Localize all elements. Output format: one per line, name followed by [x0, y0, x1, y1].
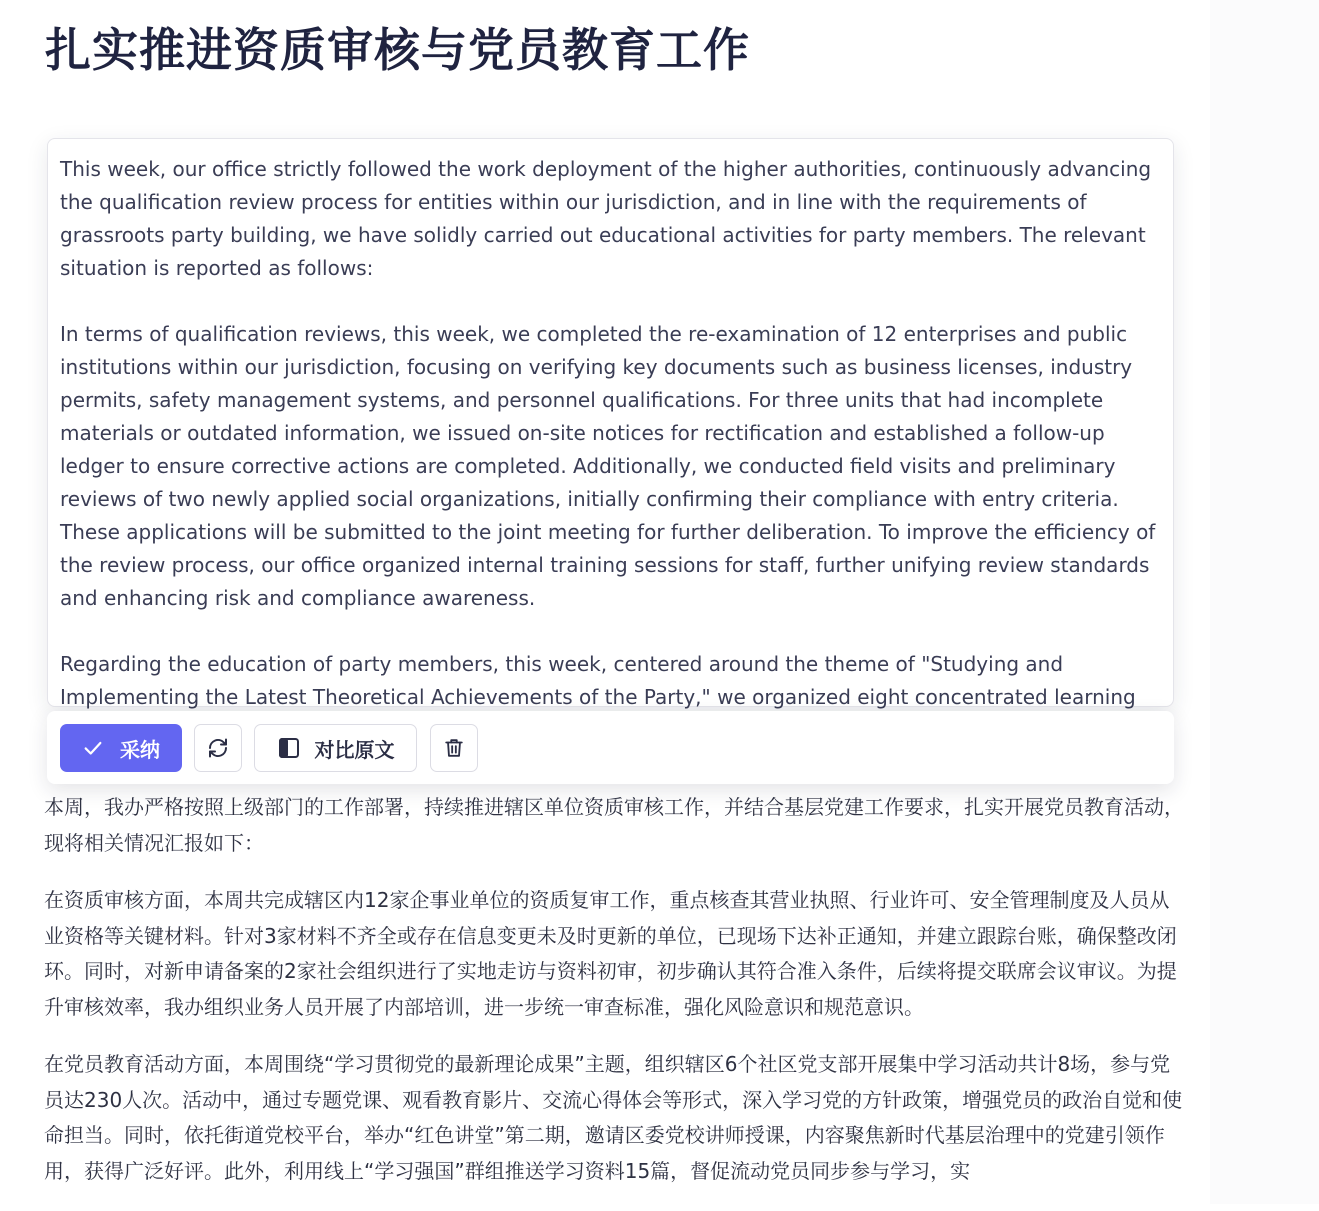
- right-shade: [1210, 0, 1319, 1204]
- refresh-icon: [206, 736, 230, 760]
- rewrite-text[interactable]: [48, 139, 1173, 747]
- original-text: [44, 790, 1184, 1211]
- rewrite-editor[interactable]: [47, 138, 1174, 707]
- original-paragraph: 在资质审核方面，本周共完成辖区内12家企事业单位的资质复审工作，重点核查其营业执照、行业许可、安全管理制度及人员从业资格等关键材料。针对3家材料不齐全或存在信息变更未及时更新的单位，已现场下达补正通知，并建立跟踪台账，确保整改闭环。同时，对新申请备案的2家社会组织进行了实地走访与资料初审，初步确认其符合准入条件，后续将提交联席会议审议。为提升审核效率，我办组织业务人员开展了内部培训，进一步统一审查标准，强化风险意识和规范意识。: [44, 888, 1177, 1019]
- trash-icon: [443, 737, 465, 759]
- rewrite-paragraph: In terms of qualification reviews, this week, we completed the re-examination of 12 enterprises and public institutions within our jurisdiction, focusing on verifying key documents such as business licenses, industry permits, safety management systems, and personnel qualifications. For three units that had incomplete materials or outdated information, we issued on-site notices for rectification and established a follow-up ledger to ensure corrective actions are completed. Additionally, we conducted field visits and preliminary reviews of two newly applied social organizations, initially confirming their compliance with entry criteria. These applications will be submitted to the joint meeting for further deliberation. To improve the efficiency of the review process, our office organized internal training sessions for staff, further unifying review standards and enhancing risk and compliance awareness.: [60, 322, 1156, 610]
- rewrite-paragraph: This week, our office strictly followed the work deployment of the higher authorities, continuously advancing the qualification review process for entities within our jurisdiction, and in line with the requirements of grassroots party building, we have solidly carried out educational activities for party members. The relevant situation is reported as follows:: [60, 157, 1152, 280]
- check-icon: [82, 737, 104, 759]
- regenerate-button[interactable]: [194, 724, 242, 772]
- columns-icon: [277, 736, 301, 760]
- delete-button[interactable]: [430, 724, 478, 772]
- rewrite-paragraph: Regarding the education of party members, this week, centered around the theme of "Studying and Implementing the Latest Theoretical Achievements of the Party," we organized eight concentrated learning: [60, 652, 1136, 709]
- action-toolbar: [47, 711, 1174, 784]
- accept-label: 采纳: [120, 737, 160, 762]
- compare-original-button[interactable]: [254, 724, 417, 772]
- accept-button[interactable]: [60, 724, 182, 772]
- compare-label: 对比原文: [314, 737, 395, 762]
- original-paragraph: 本周，我办严格按照上级部门的工作部署，持续推进辖区单位资质审核工作，并结合基层党建工作要求，扎实开展党员教育活动，现将相关情况汇报如下：: [44, 795, 1184, 855]
- original-paragraph: 在党员教育活动方面，本周围绕“学习贯彻党的最新理论成果”主题，组织辖区6个社区党支部开展集中学习活动共计8场，参与党员达230人次。活动中，通过专题党课、观看教育影片、交流心得体会等形式，深入学习党的方针政策，增强党员的政治自觉和使命担当。同时，依托街道党校平台，举办“红色讲堂”第二期，邀请区委党校讲师授课，内容聚焦新时代基层治理中的党建引领作用，获得广泛好评。此外，利用线上“学习强国”群组推送学习资料15篇，督促流动党员同步参与学习，实: [44, 1052, 1183, 1183]
- page-title: 扎实推进资质审核与党员教育工作: [45, 23, 750, 77]
